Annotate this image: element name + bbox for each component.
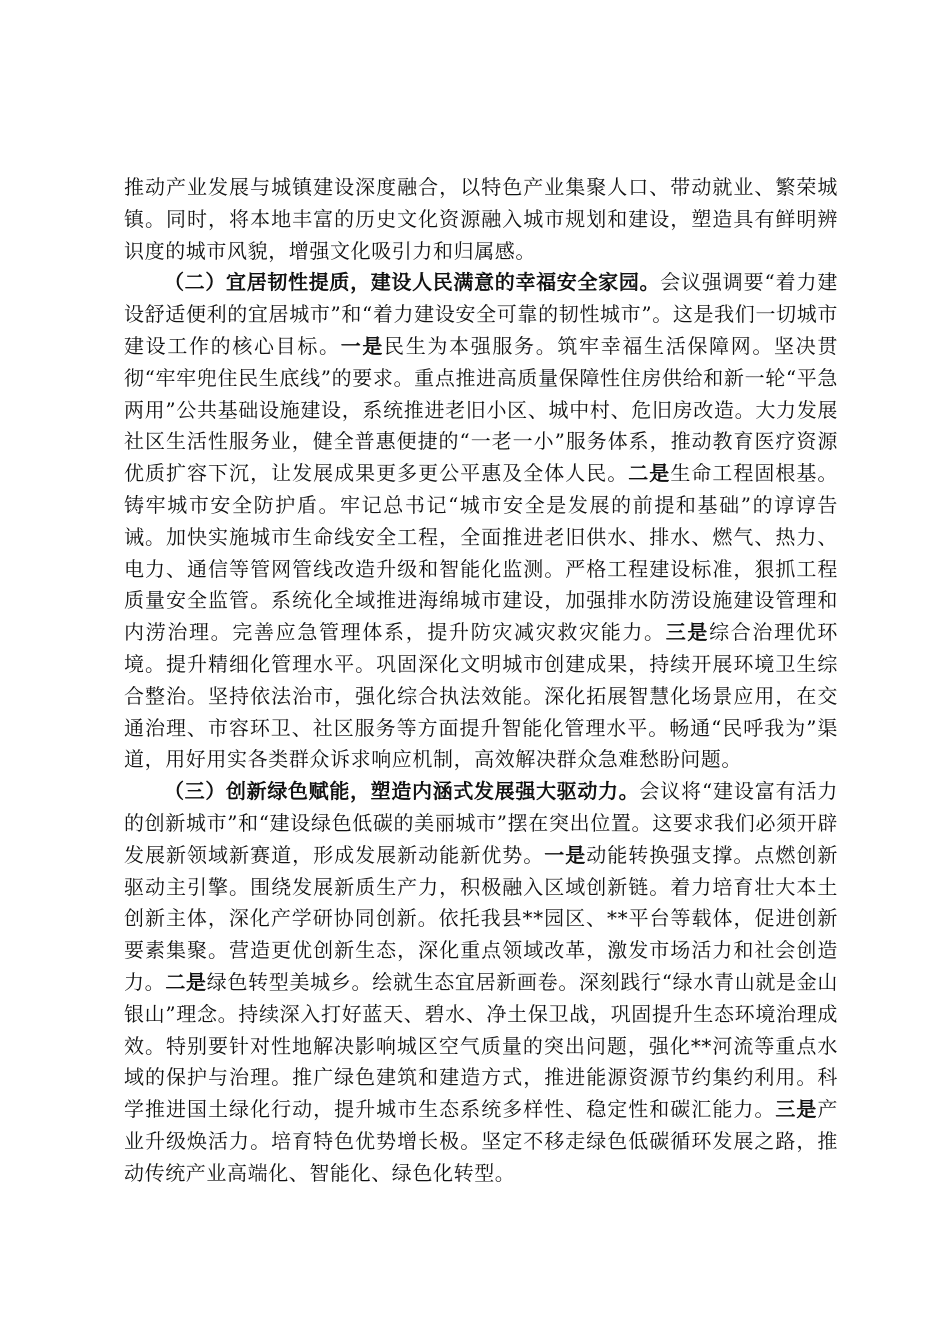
point-2-marker: 二是 [628,461,671,486]
point-1-marker: 一是 [544,842,587,867]
document-page [124,172,838,1190]
section-heading-2: （二）宜居韧性提质，建设人民满意的幸福安全家园。 [164,270,661,295]
paragraph-1-text: 推动产业发展与城镇建设深度融合，以特色产业集聚人口、带动就业、繁荣城镇。同时，将本地丰富的历史文化资源融入城市规划和建设，塑造具有鲜明辨识度的城市风貌，增强文化吸引力和归属感。 [124,175,838,263]
section-heading-3: （三）创新绿色赋能，塑造内涵式发展强大驱动力。 [164,779,640,804]
point-3-marker: 三是 [775,1097,818,1122]
paragraph-3-point-2: 绿色转型美城乡。绘就生态宜居新画卷。深刻践行“绿水青山就是金山银山”理念。持续深入打好蓝天、碧水、净土保卫战，巩固提升生态环境治理成效。特别要针对性地解决影响城区空气质量的突出问题，强化**河流等重点水域的保护与治理。推广绿色建筑和建造方式，推进能源资源节约集约利用。科学推进国土绿化行动，提升城市生态系统多样性、稳定性和碳汇能力。 [124,969,839,1122]
paragraph-3-point-3: 产业升级焕活力。培育特色优势增长极。坚定不移走绿色低碳循环发展之路，推动传统产业高端化、智能化、绿色化转型。 [124,1097,838,1185]
paragraph-2-intro: 会议强调要“着力建设舒适便利的宜居城市”和“着力建设安全可靠的韧性城市”。这是我们一切城市建设工作的核心目标。 [124,270,839,358]
paragraph-3-point-1: 动能转换强支撑。点燃创新驱动主引擎。围绕发展新质生产力，积极融入区域创新链。着力培育壮大本土创新主体，深化产学研协同创新。依托我县**园区、**平台等载体，促进创新要素集聚。营造更优创新生态，深化重点领域改革，激发市场活力和社会创造力。 [124,842,839,994]
paragraph-1 [124,172,838,267]
paragraph-2 [124,267,838,776]
paragraph-2-point-3: 综合治理优环境。提升精细化管理水平。巩固深化文明城市创建成果，持续开展环境卫生综合整治。坚持依法治市，强化综合执法效能。深化拓展智慧化场景应用，在交通治理、市容环卫、社区服务等方面提升智能化管理水平。畅通“民呼我为”渠道，用好用实各类群众诉求响应机制，高效解决群众急难愁盼问题。 [124,620,839,772]
paragraph-3-intro: 会议将“建设富有活力的创新城市”和“建设绿色低碳的美丽城市”摆在突出位置。这要求我们必须开辟发展新领域新赛道，形成发展新动能新优势。 [124,779,838,867]
paragraph-2-point-2: 生命工程固根基。铸牢城市安全防护盾。牢记总书记“城市安全是发展的前提和基础”的谆谆告诫。加快实施城市生命线安全工程，全面推进老旧供水、排水、燃气、热力、电力、通信等管网管线改造升级和智能化监测。严格工程建设标准，狠抓工程质量安全监管。系统化全域推进海绵城市建设，加强排水防涝设施建设管理和内涝治理。完善应急管理体系，提升防灾减灾救灾能力。 [124,461,838,645]
point-3-marker: 三是 [665,620,710,645]
paragraph-3 [124,776,838,1189]
point-2-marker: 二是 [165,969,207,994]
paragraph-2-point-1: 民生为本强服务。筑牢幸福生活保障网。坚决贯彻“牢牢兜住民生底线”的要求。重点推进高质量保障性住房供给和新一轮“平急两用”公共基础设施建设，系统推进老旧小区、城中村、危旧房改造。大力发展社区生活性服务业，健全普惠便捷的“一老一小”服务体系，推动教育医疗资源优质扩容下沉，让发展成果更多更公平惠及全体人民。 [124,333,838,486]
point-1-marker: 一是 [340,333,385,358]
